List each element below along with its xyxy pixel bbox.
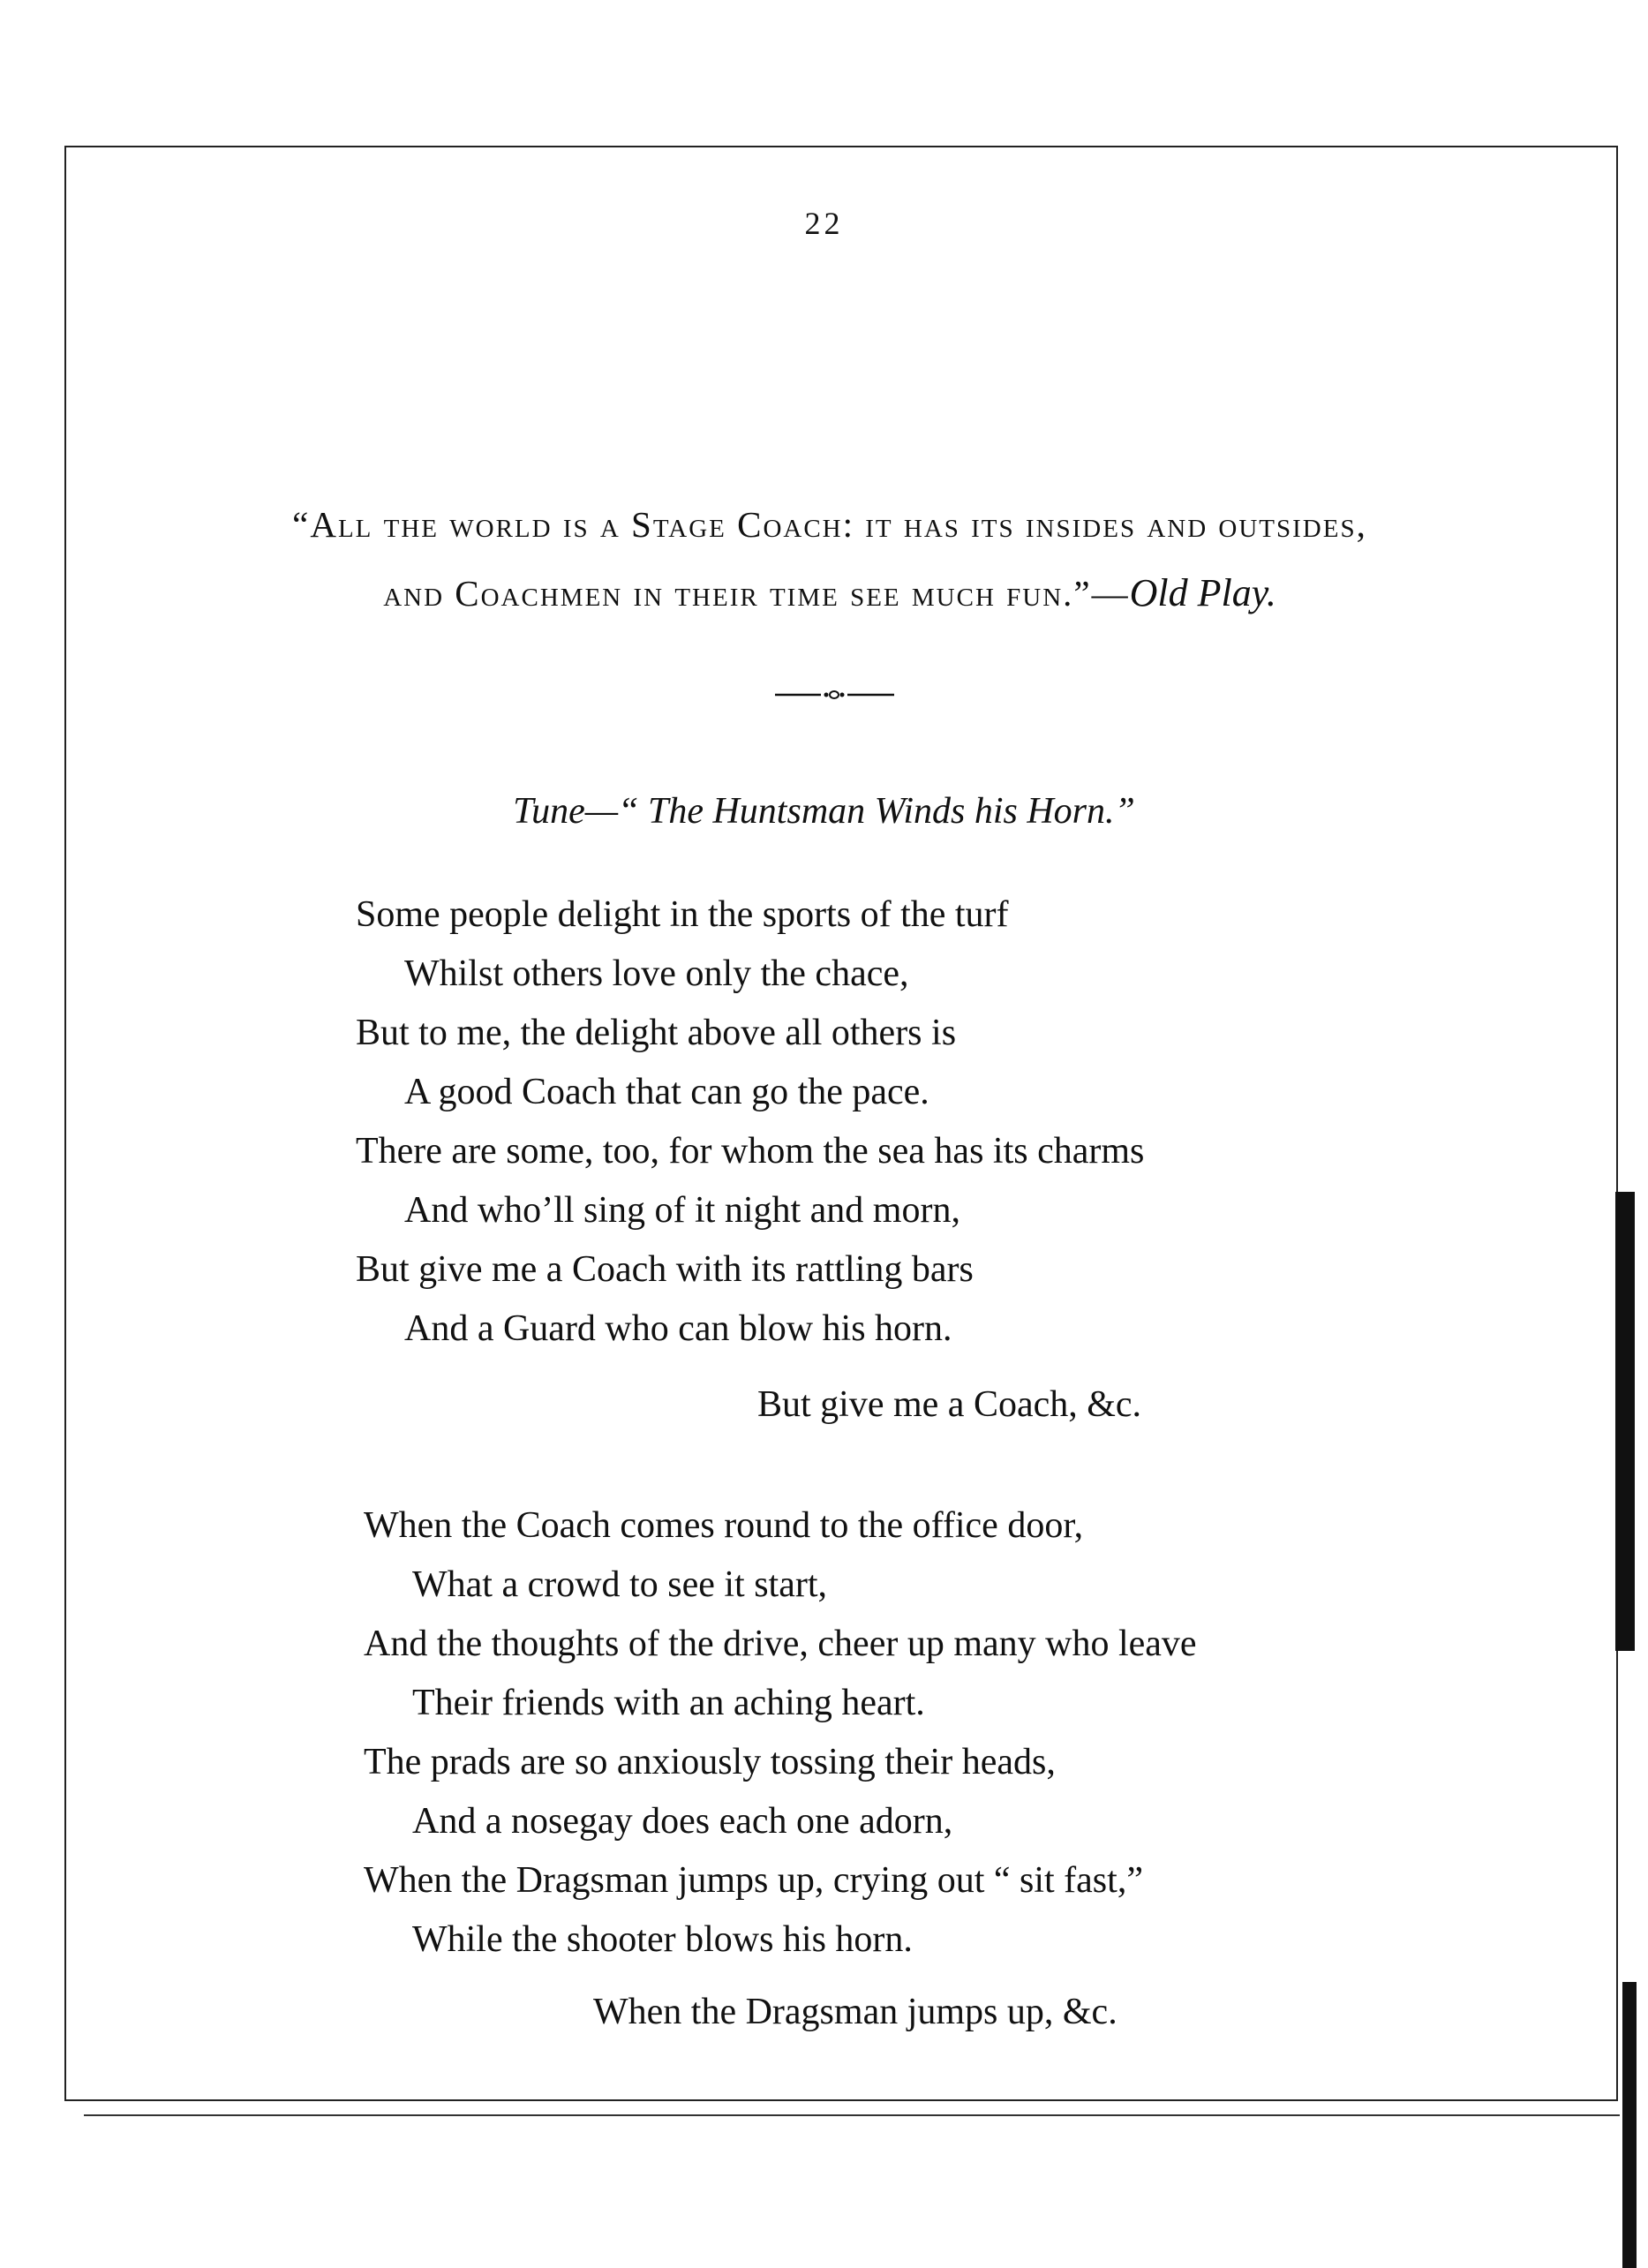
epigraph-line-2-text: and Coachmen in their time see much fun.”— <box>383 573 1130 614</box>
verse-line: While the shooter blows his horn. <box>412 1919 913 1960</box>
stanza-1 <box>356 885 1144 1359</box>
verse-line: And a Guard who can blow his horn. <box>404 1308 952 1349</box>
epigraph-source: Old Play. <box>1129 571 1276 614</box>
epigraph-line-1: “All the world is a Stage Coach: it has its insides and outsides, <box>292 504 1367 545</box>
refrain-2: When the Dragsman jumps up, &c. <box>593 1992 1117 2032</box>
page-number: 22 <box>804 206 844 241</box>
verse-line: Their friends with an aching heart. <box>412 1683 925 1723</box>
verse-line: But give me a Coach with its rattling bars <box>356 1249 974 1290</box>
verse-line: A good Coach that can go the pace. <box>404 1072 929 1112</box>
scan-edge-shadow <box>1615 1192 1635 1651</box>
verse-line: And who’ll sing of it night and morn, <box>404 1190 960 1231</box>
verse-line: And a nosegay does each one adorn, <box>412 1801 953 1842</box>
verse-line: Whilst others love only the chace, <box>404 953 909 994</box>
bottom-rule <box>84 2114 1620 2116</box>
epigraph-line-2 <box>106 559 1554 628</box>
verse-line: But to me, the delight above all others is <box>356 1013 957 1053</box>
stanza-2 <box>364 1496 1197 1970</box>
verse-line: The prads are so anxiously tossing their heads, <box>364 1742 1056 1782</box>
epigraph <box>106 490 1554 628</box>
ornament-divider <box>775 689 894 701</box>
verse-line: Some people delight in the sports of the turf <box>356 894 1009 935</box>
verse-line: When the Dragsman jumps up, crying out “ sit fast,” <box>364 1860 1143 1901</box>
verse-line: What a crowd to see it start, <box>412 1564 827 1605</box>
tune-heading: Tune—“ The Huntsman Winds his Horn.” <box>513 791 1135 832</box>
refrain-1: But give me a Coach, &c. <box>757 1384 1142 1425</box>
verse-line: There are some, too, for whom the sea has its charms <box>356 1131 1145 1172</box>
verse-line: And the thoughts of the drive, cheer up many who leave <box>364 1624 1197 1664</box>
verse-line: When the Coach comes round to the office door, <box>364 1505 1084 1546</box>
scan-edge-shadow <box>1622 1982 1637 2268</box>
